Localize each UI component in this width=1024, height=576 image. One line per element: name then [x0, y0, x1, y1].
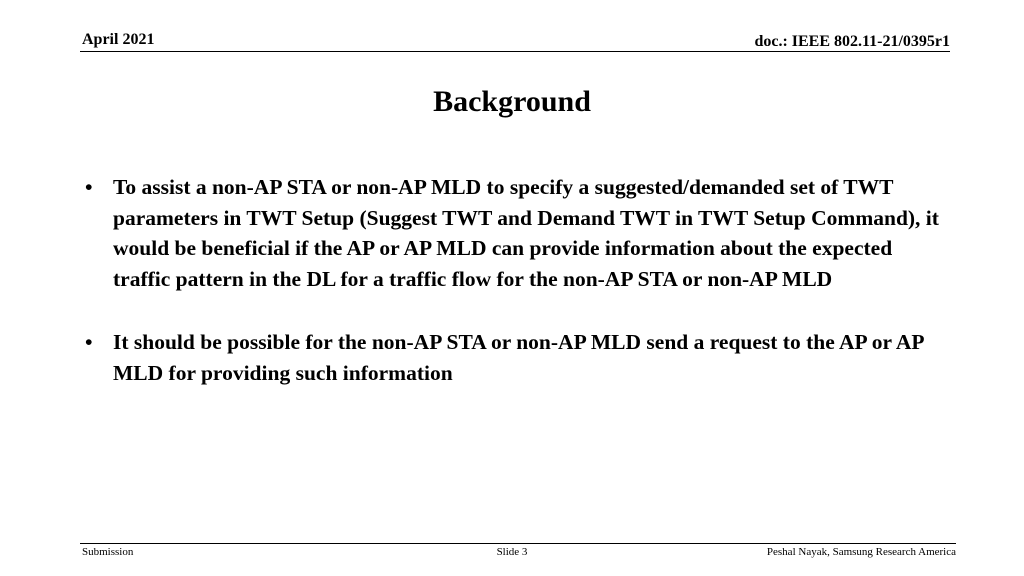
- document-id: doc.: IEEE 802.11-21/0395r1: [754, 33, 950, 50]
- bullet-icon: •: [85, 330, 93, 354]
- bullet-text: It should be possible for the non-AP STA or non-AP MLD send a request to the AP or AP MLD for providing such information: [113, 330, 924, 385]
- footer-author: Peshal Nayak, Samsung Research America: [766, 546, 956, 558]
- slide-number: Slide 3: [496, 546, 528, 558]
- bullet-item: [80, 327, 940, 388]
- bullet-list: [80, 172, 940, 421]
- bullet-icon: •: [85, 175, 93, 199]
- footer-divider: [80, 543, 956, 544]
- slide-title: Background: [433, 85, 591, 118]
- header-date: April 2021: [82, 31, 155, 48]
- footer-submission: Submission: [82, 546, 134, 558]
- bullet-item: [80, 172, 940, 294]
- header-divider: [80, 51, 950, 52]
- bullet-text: To assist a non-AP STA or non-AP MLD to specify a suggested/demanded set of TWT parameters in TWT Setup (Suggest TWT and Demand TWT in TWT Setup Command), it would be beneficial if the AP or AP MLD can provide information about the expected traffic pattern in the DL for a traffic flow for the non-AP STA or non-AP MLD: [113, 175, 939, 291]
